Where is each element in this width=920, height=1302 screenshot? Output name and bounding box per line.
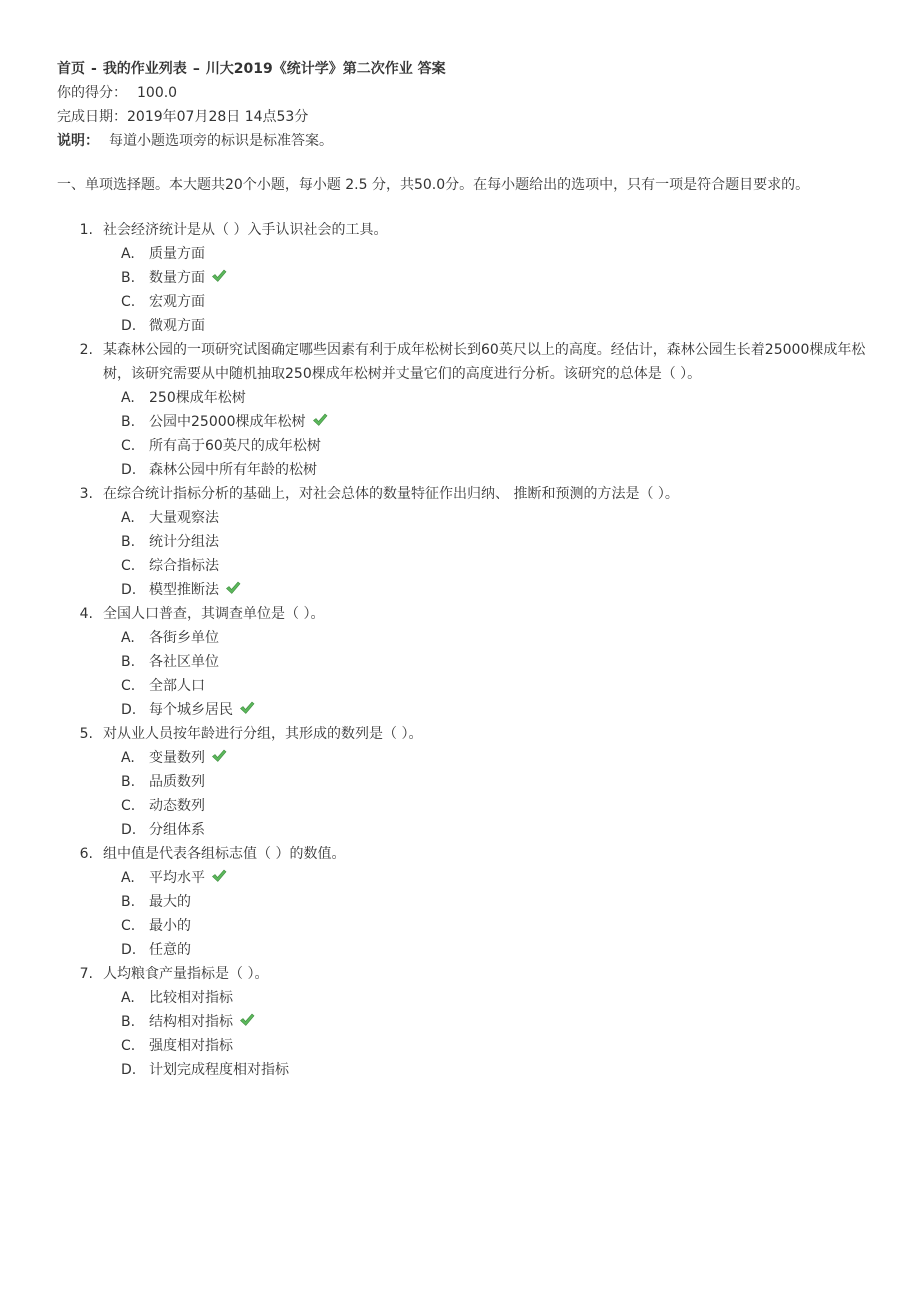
option-text: 平均水平 [149, 870, 205, 886]
answer-option [103, 890, 867, 914]
option-letter: D. [121, 822, 137, 838]
answer-option [103, 650, 867, 674]
question-text: 社会经济统计是从（ ）入手认识社会的工具。 [103, 222, 388, 238]
option-letter: B. [121, 774, 136, 790]
option-text: 最小的 [149, 918, 191, 934]
answer-option [103, 506, 867, 530]
answer-option [103, 434, 867, 458]
answer-option [103, 1058, 867, 1082]
answer-option [103, 578, 867, 602]
answer-option [103, 866, 867, 890]
question-item [57, 962, 867, 1082]
option-text: 全部人口 [149, 678, 205, 694]
option-letter: D. [121, 582, 137, 598]
option-text: 数量方面 [149, 270, 205, 286]
option-text: 250棵成年松树 [149, 390, 246, 406]
answer-option [103, 266, 867, 290]
question-number: 7. [79, 966, 93, 982]
score-line [57, 81, 867, 105]
question-number: 1. [79, 222, 93, 238]
option-letter: D. [121, 318, 137, 334]
question-list [57, 218, 867, 1082]
option-text: 森林公园中所有年龄的松树 [149, 462, 317, 478]
question-text: 组中值是代表各组标志值（ ）的数值。 [103, 846, 346, 862]
option-text: 结构相对指标 [149, 1014, 233, 1030]
breadcrumb-homework-list-link[interactable]: 我的作业列表 [102, 61, 187, 77]
question-number: 3. [79, 486, 93, 502]
option-text: 动态数列 [149, 798, 205, 814]
answer-option [103, 698, 867, 722]
question-text: 某森林公园的一项研究试图确定哪些因素有利于成年松树长到60英尺以上的高度。经估计，森林公园生长着25000棵成年松树，该研究需要从中随机抽取250棵成年松树并丈量它们的高度进行分析。该研究的总体是（ ）。 [103, 342, 866, 382]
option-letter: C. [121, 678, 136, 694]
option-text: 最大的 [149, 894, 191, 910]
answer-option [103, 1034, 867, 1058]
option-text: 强度相对指标 [149, 1038, 233, 1054]
option-letter: B. [121, 894, 136, 910]
option-letter: A. [121, 870, 135, 886]
question-text: 对从业人员按年龄进行分组，其形成的数列是（ ）。 [103, 726, 423, 742]
option-text: 大量观察法 [149, 510, 219, 526]
option-letter: D. [121, 462, 137, 478]
correct-check-icon [211, 748, 227, 764]
option-letter: B. [121, 270, 136, 286]
option-letter: C. [121, 558, 136, 574]
option-text: 统计分组法 [149, 534, 219, 550]
option-text: 质量方面 [149, 246, 205, 262]
option-letter: C. [121, 1038, 136, 1054]
answer-option [103, 314, 867, 338]
option-text: 分组体系 [149, 822, 205, 838]
page-title: 川大2019《统计学》第二次作业 答案 [205, 61, 446, 77]
option-letter: B. [121, 414, 136, 430]
option-text: 品质数列 [149, 774, 205, 790]
answer-option [103, 410, 867, 434]
question-text: 人均粮食产量指标是（ ）。 [103, 966, 269, 982]
option-letter: C. [121, 798, 136, 814]
answer-option [103, 746, 867, 770]
breadcrumb-separator: - [91, 61, 97, 77]
question-number: 6. [79, 846, 93, 862]
completion-date-line [57, 105, 867, 129]
option-letter: C. [121, 294, 136, 310]
option-letter: A. [121, 630, 135, 646]
option-letter: A. [121, 750, 135, 766]
option-letter: D. [121, 942, 137, 958]
question-number: 4. [79, 606, 93, 622]
answer-option [103, 914, 867, 938]
answer-option [103, 386, 867, 410]
option-text: 公园中25000棵成年松树 [149, 414, 306, 430]
question-item [57, 722, 867, 842]
option-letter: A. [121, 990, 135, 1006]
answer-option [103, 242, 867, 266]
option-text: 计划完成程度相对指标 [149, 1062, 289, 1078]
answer-option [103, 1010, 867, 1034]
answer-option [103, 674, 867, 698]
option-text: 微观方面 [149, 318, 205, 334]
option-letter: C. [121, 438, 136, 454]
option-text: 各街乡单位 [149, 630, 219, 646]
score-label: 你的得分： [57, 85, 127, 101]
question-item [57, 338, 867, 482]
answer-option [103, 530, 867, 554]
option-text: 变量数列 [149, 750, 205, 766]
question-text: 在综合统计指标分析的基础上，对社会总体的数量特征作出归纳、 推断和预测的方法是（ ）。 [103, 486, 679, 502]
completion-date-label: 完成日期： [57, 109, 127, 125]
breadcrumb-separator: – [192, 61, 200, 77]
correct-check-icon [312, 412, 328, 428]
option-text: 综合指标法 [149, 558, 219, 574]
option-letter: C. [121, 918, 136, 934]
answer-option [103, 986, 867, 1010]
question-item [57, 842, 867, 962]
option-text: 各社区单位 [149, 654, 219, 670]
option-letter: A. [121, 390, 135, 406]
option-letter: A. [121, 510, 135, 526]
option-text: 任意的 [149, 942, 191, 958]
note-line [57, 129, 867, 153]
answer-option [103, 626, 867, 650]
option-text: 每个城乡居民 [149, 702, 233, 718]
breadcrumb-home-link[interactable]: 首页 [57, 61, 85, 77]
option-letter: B. [121, 1014, 136, 1030]
homework-answer-page [57, 57, 867, 1082]
answer-option [103, 290, 867, 314]
correct-check-icon [225, 580, 241, 596]
breadcrumb [57, 57, 867, 81]
score-value: 100.0 [137, 85, 178, 101]
question-number: 2. [79, 342, 93, 358]
question-item [57, 218, 867, 338]
option-text: 比较相对指标 [149, 990, 233, 1006]
correct-check-icon [211, 868, 227, 884]
option-text: 宏观方面 [149, 294, 205, 310]
answer-option [103, 938, 867, 962]
question-number: 5. [79, 726, 93, 742]
note-label: 说明： [57, 133, 99, 149]
option-letter: A. [121, 246, 135, 262]
option-text: 所有高于60英尺的成年松树 [149, 438, 321, 454]
question-item [57, 602, 867, 722]
answer-option [103, 794, 867, 818]
note-text: 每道小题选项旁的标识是标准答案。 [109, 133, 333, 149]
answer-option [103, 554, 867, 578]
option-text: 模型推断法 [149, 582, 219, 598]
option-letter: B. [121, 534, 136, 550]
completion-date-value: 2019年07月28日 14点53分 [127, 109, 309, 125]
section-intro: 一、单项选择题。本大题共20个小题，每小题 2.5 分，共50.0分。在每小题给出的选项中，只有一项是符合题目要求的。 [57, 177, 810, 193]
correct-check-icon [211, 268, 227, 284]
correct-check-icon [239, 1012, 255, 1028]
question-text: 全国人口普查，其调查单位是（ ）。 [103, 606, 325, 622]
option-letter: D. [121, 702, 137, 718]
answer-option [103, 818, 867, 842]
question-item [57, 482, 867, 602]
answer-option [103, 770, 867, 794]
answer-option [103, 458, 867, 482]
option-letter: D. [121, 1062, 137, 1078]
correct-check-icon [239, 700, 255, 716]
option-letter: B. [121, 654, 136, 670]
